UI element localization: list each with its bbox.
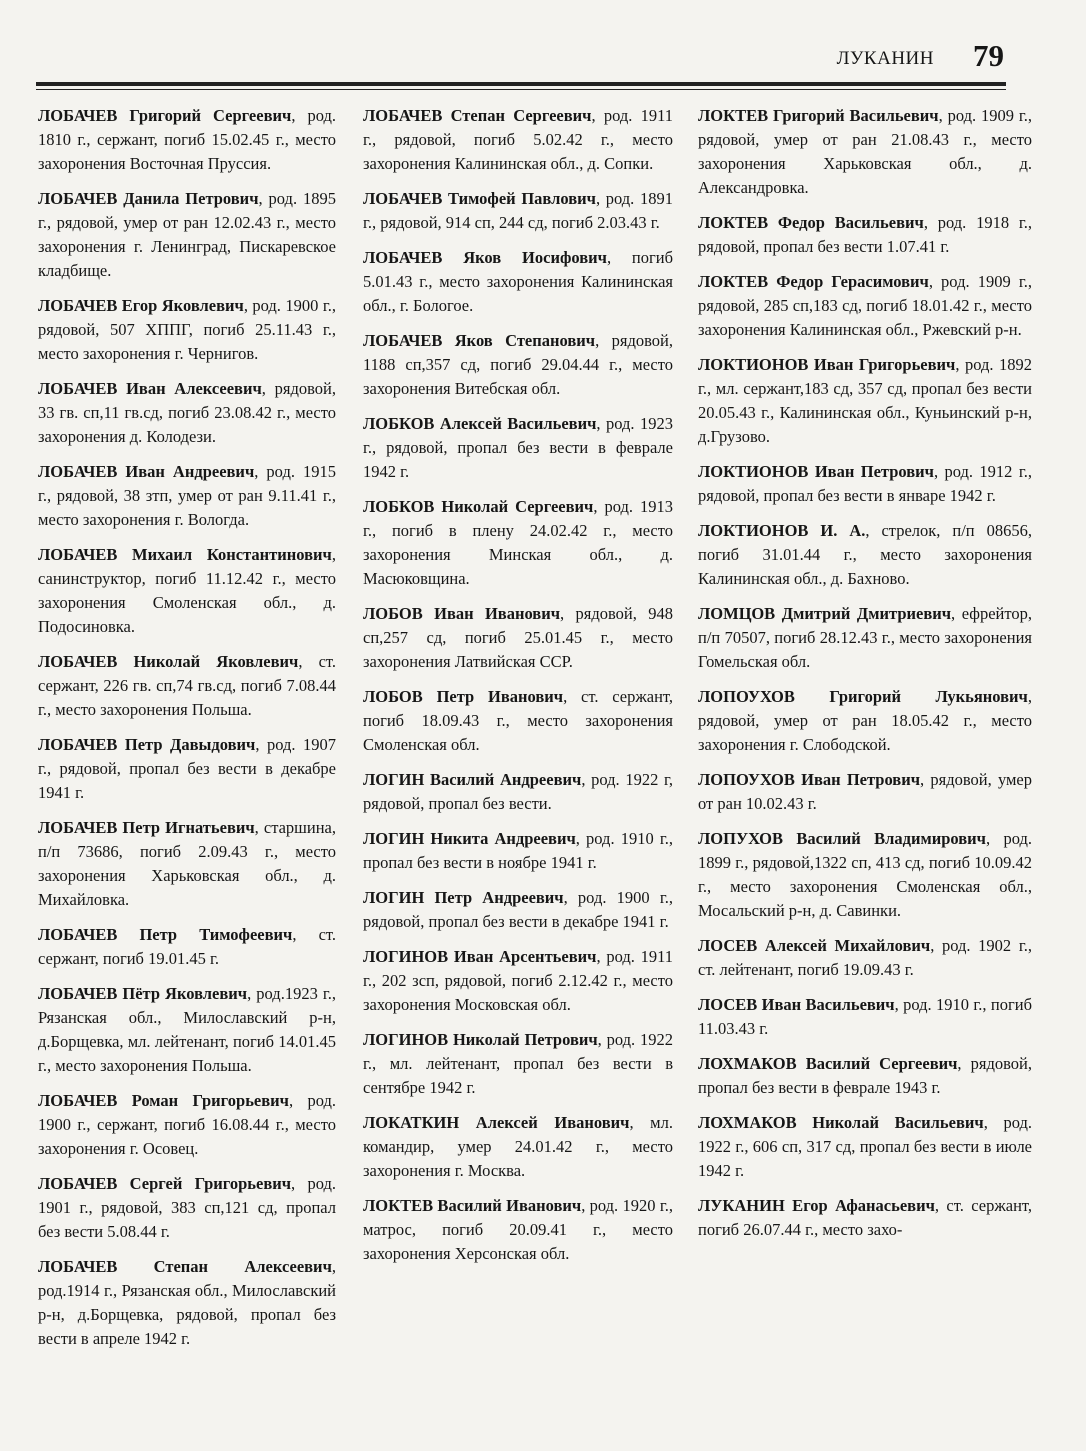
entry-name: ЛОХМАКОВ Василий Сергеевич: [698, 1054, 958, 1073]
entry: [38, 982, 336, 1078]
entry-text: , род. 1891 г., рядовой, 914 сп, 244 сд, погиб 2.03.43 г.: [363, 189, 673, 232]
entry-text: , род. 1900 г., сержант, погиб 16.08.44 г., место захоронения г. Осовец.: [38, 1091, 336, 1158]
entry-name: ЛОКТЕВ Василий Иванович: [363, 1196, 582, 1215]
entry-text: , рядовой, 33 гв. сп,11 гв.сд, погиб 23.08.42 г., место захоронения д. Колодези.: [38, 379, 336, 446]
entry: [363, 685, 673, 757]
entry: [38, 1172, 336, 1244]
entry-name: ЛОГИНОВ Николай Петрович: [363, 1030, 598, 1049]
column-2: [363, 104, 673, 1277]
entry-text: , род. 1910 г., пропал без вести в ноябре 1941 г.: [363, 829, 673, 872]
column-1: [38, 104, 336, 1362]
entry-text: , род. 1915 г., рядовой, 38 зтп, умер от ран 9.11.41 г., место захоронения г. Вологда.: [38, 462, 336, 529]
entry-text: , род. 1899 г., рядовой,1322 сп, 413 сд, погиб 10.09.42 г., место захоронения Смоленская обл., Мосальский р-н, д. Савинки.: [698, 829, 1032, 920]
header-rule-thin: [36, 89, 1006, 90]
entry: [363, 495, 673, 591]
entry-text: , санинструктор, погиб 11.12.42 г., место захоронения Смоленская обл., д. Подосиновка.: [38, 545, 336, 636]
entry: [698, 270, 1032, 342]
entry-text: , ст. сержант, 226 гв. сп,74 гв.сд, погиб 7.08.44 г., место захоронения Польша.: [38, 652, 336, 719]
entry-name: ЛОБОВ Петр Иванович: [363, 687, 564, 706]
entry-text: , род. 1909 г., рядовой, 285 сп,183 сд, погиб 18.01.42 г., место захоронения Калининская обл., Ржевский р-н.: [698, 272, 1032, 339]
entry: [363, 104, 673, 176]
entry-text: , род. 1810 г., сержант, погиб 15.02.45 г., место захоронения Восточная Пруссия.: [38, 106, 336, 173]
entry-text: , род. 1900 г., рядовой, 507 ХППГ, погиб 25.11.43 г., место захоронения г. Чернигов.: [38, 296, 336, 363]
entry: [38, 543, 336, 639]
entry-name: ЛОБАЧЕВ Степан Сергеевич: [363, 106, 592, 125]
entry-name: ЛОПОУХОВ Григорий Лукьянович: [698, 687, 1028, 706]
entry: [363, 945, 673, 1017]
entry-name: ЛОБАЧЕВ Петр Тимофеевич: [38, 925, 293, 944]
entry-name: ЛОКТЕВ Федор Герасимович: [698, 272, 929, 291]
entry: [698, 211, 1032, 259]
entry-text: , род. 1923 г., рядовой, пропал без вести в феврале 1942 г.: [363, 414, 673, 481]
entry-name: ЛУКАНИН Егор Афанасьевич: [698, 1196, 935, 1215]
entry-name: ЛОБАЧЕВ Петр Игнатьевич: [38, 818, 255, 837]
entry: [698, 993, 1032, 1041]
entry: [38, 816, 336, 912]
entry-name: ЛОКТЕВ Федор Васильевич: [698, 213, 924, 232]
entry-text: , род. 1911 г., рядовой, погиб 5.02.42 г., место захоронения Калининская обл., д. Сопки.: [363, 106, 673, 173]
entry-text: , ст. сержант, погиб 26.07.44 г., место захо-: [698, 1196, 1032, 1239]
entry-text: , стрелок, п/п 08656, погиб 31.01.44 г., место захоронения Калининская обл., д. Бахново.: [698, 521, 1032, 588]
entry-text: , род. 1910 г., погиб 11.03.43 г.: [698, 995, 1033, 1038]
entry-name: ЛОБАЧЕВ Петр Давыдович: [38, 735, 256, 754]
entry-name: ЛОМЦОВ Дмитрий Дмитриевич: [698, 604, 952, 623]
entry: [38, 1089, 336, 1161]
entry-text: , рядовой, 1188 сп,357 сд, погиб 29.04.44 г., место захоронения Витебская обл.: [363, 331, 673, 398]
entry-name: ЛОБКОВ Николай Сергеевич: [363, 497, 594, 516]
entry-text: , род. 1922 г., мл. лейтенант, пропал без вести в сентябре 1942 г.: [363, 1030, 673, 1097]
entry: [698, 768, 1032, 816]
entry-text: , род. 1922 г, рядовой, пропал без вести.: [363, 770, 674, 813]
header-rule-thick: [36, 82, 1006, 86]
entry-name: ЛОКАТКИН Алексей Иванович: [363, 1113, 630, 1132]
entry-name: ЛОСЕВ Алексей Михайлович: [698, 936, 931, 955]
entry-name: ЛОХМАКОВ Николай Васильевич: [698, 1113, 984, 1132]
entry: [363, 1194, 673, 1266]
entry: [38, 460, 336, 532]
entry: [363, 1111, 673, 1183]
entry-name: ЛОБАЧЕВ Иван Андреевич: [38, 462, 255, 481]
entry: [363, 886, 673, 934]
entry-name: ЛОКТИОНОВ Иван Григорьевич: [698, 355, 956, 374]
entry-text: , род. 1900 г., рядовой, пропал без вести в декабре 1941 г.: [363, 888, 673, 931]
entry-text: , род. 1920 г., матрос, погиб 20.09.41 г., место захоронения Херсонская обл.: [363, 1196, 673, 1263]
entry-name: ЛОБОВ Иван Иванович: [363, 604, 561, 623]
entry: [38, 923, 336, 971]
entry-name: ЛОПУХОВ Василий Владимирович: [698, 829, 986, 848]
entry-text: , ефрейтор, п/п 70507, погиб 28.12.43 г., место захоронения Гомельская обл.: [698, 604, 1032, 671]
entry: [38, 733, 336, 805]
entry-name: ЛОБАЧЕВ Михаил Константинович: [38, 545, 332, 564]
entry-text: , род. 1922 г., 606 сп, 317 сд, пропал без вести в июле 1942 г.: [698, 1113, 1033, 1180]
entry: [698, 353, 1032, 449]
entry: [698, 1111, 1032, 1183]
entry-name: ЛОГИН Никита Андреевич: [363, 829, 576, 848]
entry-text: , ст. сержант, погиб 18.09.43 г., место захоронения Смоленская обл.: [363, 687, 674, 754]
entry-text: , погиб 5.01.43 г., место захоронения Калининская обл., г. Бологое.: [363, 248, 673, 315]
running-head: ЛУКАНИН: [836, 48, 934, 69]
entry: [38, 650, 336, 722]
entry: [698, 685, 1032, 757]
entry: [363, 827, 673, 875]
entry: [698, 460, 1032, 508]
entry-name: ЛОБАЧЕВ Степан Алексеевич: [38, 1257, 332, 1276]
entry: [363, 412, 673, 484]
entry-text: , рядовой, пропал без вести в феврале 1943 г.: [698, 1054, 1032, 1097]
entry-text: , рядовой, умер от ран 18.05.42 г., место захоронения г. Слободской.: [698, 687, 1032, 754]
entry: [363, 329, 673, 401]
entry-text: , ст. сержант, погиб 19.01.45 г.: [38, 925, 337, 968]
entry-name: ЛОБАЧЕВ Роман Григорьевич: [38, 1091, 289, 1110]
entry: [363, 1028, 673, 1100]
entry-text: , рядовой, 948 сп,257 сд, погиб 25.01.45 г., место захоронения Латвийская ССР.: [363, 604, 673, 671]
entry-text: , род.1923 г., Рязанская обл., Милославский р-н, д.Борщевка, мл. лейтенант, погиб 14.01.45 г., место захоронения Польша.: [38, 984, 337, 1075]
entry-text: , род.1914 г., Рязанская обл., Милославский р-н, д.Борщевка, рядовой, пропал без вести в апреле 1942 г.: [38, 1257, 336, 1348]
entry-name: ЛОГИНОВ Иван Арсентьевич: [363, 947, 597, 966]
entry-text: , род. 1911 г., 202 зсп, рядовой, погиб 2.12.42 г., место захоронения Московская обл.: [363, 947, 673, 1014]
entry-name: ЛОБАЧЕВ Яков Иосифович: [363, 248, 607, 267]
entry-text: , старшина, п/п 73686, погиб 2.09.43 г., место захоронения Харьковская обл., д. Михайловка.: [38, 818, 336, 909]
entry: [363, 602, 673, 674]
entry-name: ЛОСЕВ Иван Васильевич: [698, 995, 895, 1014]
entry-text: , род. 1892 г., мл. сержант,183 сд, 357 сд, пропал без вести 20.05.43 г., Калининская обл., Куньинский р-н, д.Грузово.: [698, 355, 1032, 446]
entry: [698, 602, 1032, 674]
entry-name: ЛОБАЧЕВ Пётр Яковлевич: [38, 984, 248, 1003]
entry-name: ЛОБАЧЕВ Иван Алексеевич: [38, 379, 262, 398]
entry-text: , род. 1912 г., рядовой, пропал без вести в январе 1942 г.: [698, 462, 1032, 505]
entry: [363, 246, 673, 318]
entry: [698, 104, 1032, 200]
entry: [698, 519, 1032, 591]
page-number: 79: [973, 38, 1004, 73]
entry-name: ЛОБАЧЕВ Яков Степанович: [363, 331, 596, 350]
entry-text: , род. 1909 г., рядовой, умер от ран 21.08.43 г., место захоронения Харьковская обл., д. Александровка.: [698, 106, 1033, 197]
entry-text: , род. 1895 г., рядовой, умер от ран 12.02.43 г., место захоронения г. Ленинград, Пискаревское кладбище.: [38, 189, 336, 280]
entry: [38, 294, 336, 366]
entry-name: ЛОГИН Василий Андреевич: [363, 770, 582, 789]
entry-text: , мл. командир, умер 24.01.42 г., место захоронения г. Москва.: [363, 1113, 673, 1180]
entry-name: ЛОБАЧЕВ Егор Яковлевич: [38, 296, 244, 315]
entry-text: , род. 1902 г., ст. лейтенант, погиб 19.09.43 г.: [698, 936, 1032, 979]
entry: [698, 827, 1032, 923]
entry-name: ЛОБАЧЕВ Тимофей Павлович: [363, 189, 596, 208]
entry-text: , род. 1901 г., рядовой, 383 сп,121 сд, пропал без вести 5.08.44 г.: [38, 1174, 336, 1241]
entry-text: , род. 1907 г., рядовой, пропал без вести в декабре 1941 г.: [38, 735, 336, 802]
entry-name: ЛОГИН Петр Андреевич: [363, 888, 564, 907]
entry-name: ЛОБАЧЕВ Григорий Сергеевич: [38, 106, 292, 125]
entry: [698, 1194, 1032, 1242]
entry-name: ЛОКТИОНОВ И. А.: [698, 521, 866, 540]
entry-name: ЛОКТИОНОВ Иван Петрович: [698, 462, 934, 481]
entry: [38, 377, 336, 449]
entry: [38, 1255, 336, 1351]
entry-name: ЛОБАЧЕВ Данила Петрович: [38, 189, 259, 208]
entry: [363, 187, 673, 235]
entry: [698, 934, 1032, 982]
entry-name: ЛОКТЕВ Григорий Васильевич: [698, 106, 939, 125]
entry-name: ЛОБКОВ Алексей Васильевич: [363, 414, 597, 433]
entry: [363, 768, 673, 816]
entry: [38, 187, 336, 283]
page-header: [36, 40, 1006, 88]
column-3: [698, 104, 1032, 1253]
entry-name: ЛОПОУХОВ Иван Петрович: [698, 770, 921, 789]
entry: [698, 1052, 1032, 1100]
entry-text: , род. 1913 г., погиб в плену 24.02.42 г., место захоронения Минская обл., д. Масюковщина.: [363, 497, 674, 588]
entry-name: ЛОБАЧЕВ Сергей Григорьевич: [38, 1174, 292, 1193]
entry: [38, 104, 336, 176]
entry-text: , род. 1918 г., рядовой, пропал без вести 1.07.41 г.: [698, 213, 1033, 256]
entry-name: ЛОБАЧЕВ Николай Яковлевич: [38, 652, 299, 671]
entry-text: , рядовой, умер от ран 10.02.43 г.: [698, 770, 1032, 813]
